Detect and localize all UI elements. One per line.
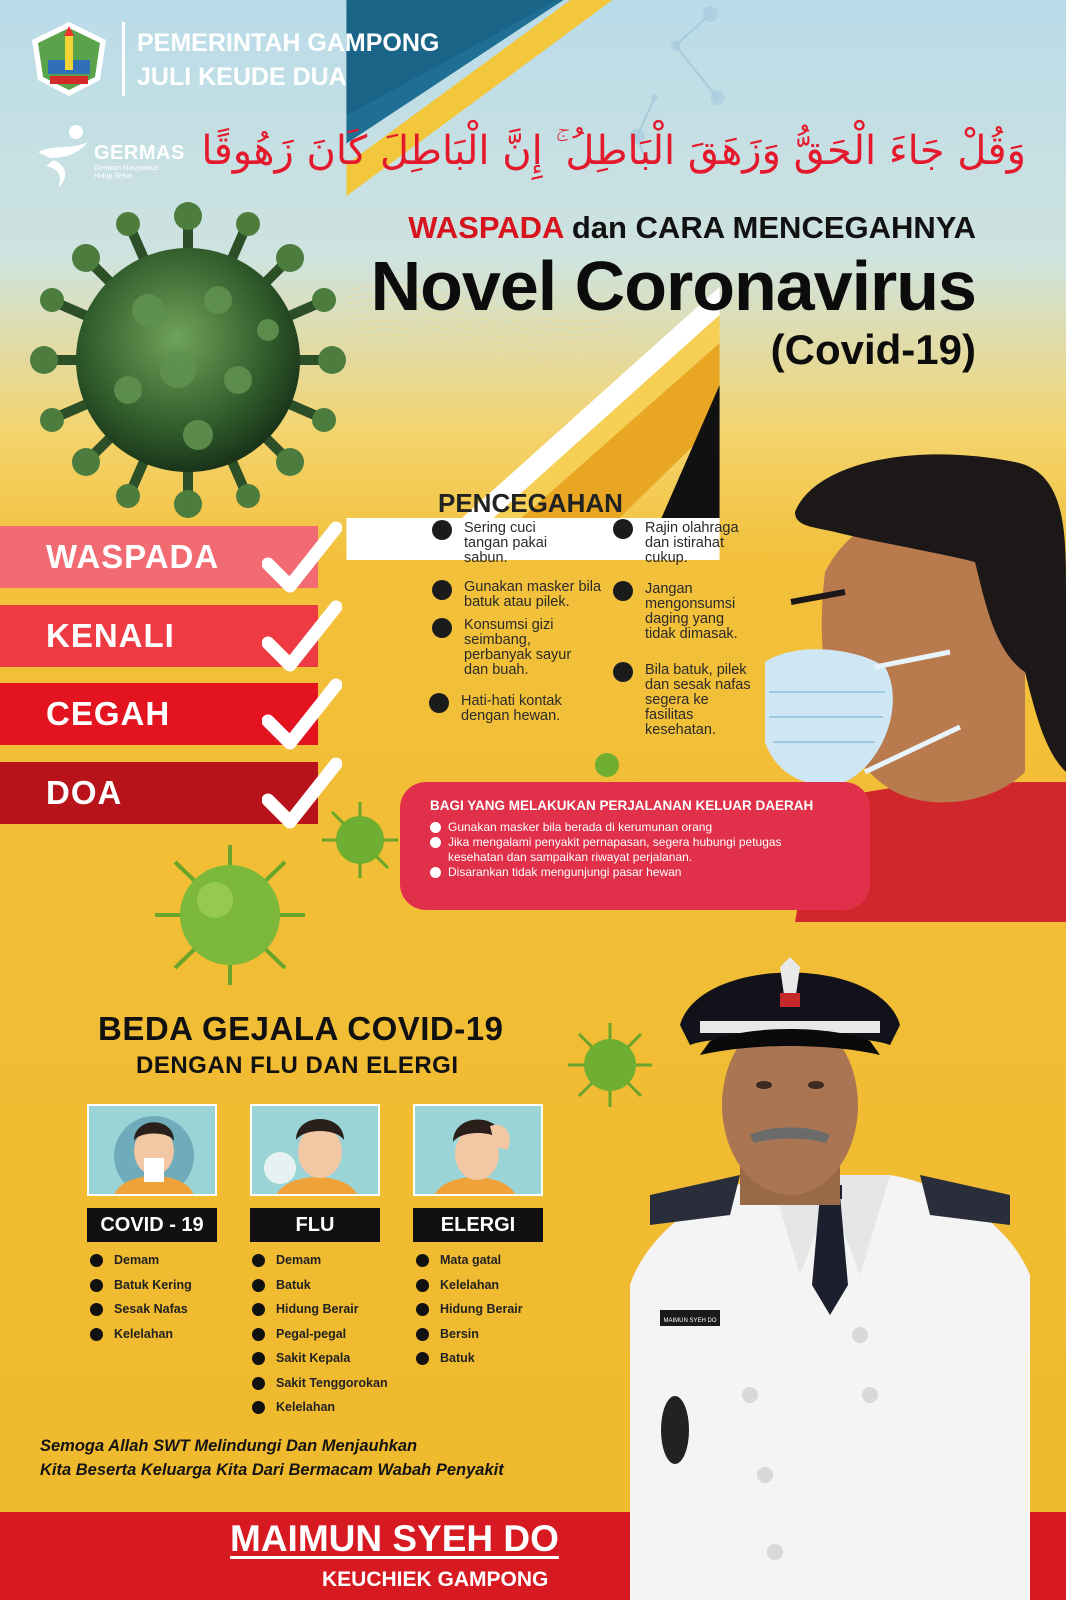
small-virus-icon	[145, 840, 315, 990]
virus-illustration	[28, 200, 348, 520]
flu-symptom-list	[252, 1248, 388, 1420]
symptoms-title: BEDA GEJALA COVID-19	[98, 1010, 504, 1047]
headline-rest: dan CARA MENCEGAHNYA	[563, 210, 976, 245]
header-title	[137, 26, 439, 94]
header-line-2: JULI KEUDE DUA	[137, 63, 347, 91]
bullet	[432, 520, 452, 540]
pencegahan-item: Sering cuci tangan pakai sabun.	[464, 520, 548, 566]
official-name: MAIMUN SYEH DO	[230, 1518, 559, 1559]
flu-illustration	[250, 1104, 380, 1196]
symptom-item: Kelelahan	[416, 1273, 523, 1298]
arabic-verse: وَقُلْ جَاءَ الْحَقُّ وَزَهَقَ الْبَاطِلُ ۚ إِنَّ الْبَاطِلَ كَانَ زَهُوقًا	[201, 128, 1026, 174]
headline-sub: (Covid-19)	[770, 326, 976, 373]
pencegahan-title: PENCEGAHAN	[438, 488, 623, 518]
small-virus-icon	[320, 800, 400, 880]
bullet	[613, 581, 633, 601]
header-line-1: PEMERINTAH GAMPONG	[137, 29, 440, 57]
official-role: KEUCHIEK GAMPONG	[322, 1568, 549, 1591]
symptom-item: Batuk Kering	[90, 1273, 192, 1298]
allergy-symptom-list	[416, 1248, 523, 1371]
allergy-column-header: ELERGI	[413, 1208, 543, 1242]
label-waspada: WASPADA	[0, 526, 318, 588]
symptom-item: Hidung Berair	[252, 1297, 388, 1322]
symptom-item: Demam	[90, 1248, 192, 1273]
prayer-text	[40, 1434, 504, 1482]
pencegahan-item: Konsumsi gizi seimbang, perbanyak sayur dan buah.	[464, 617, 572, 678]
travel-advisory	[400, 782, 870, 910]
germas-tagline-1: Gerakan Masyarakat	[94, 165, 159, 172]
official-portrait	[590, 955, 1066, 1600]
symptom-item: Kelelahan	[90, 1322, 192, 1347]
pencegahan-item: Bila batuk, pilek dan sesak nafas segera ke fasilitas kesehatan.	[645, 662, 751, 738]
covid-symptom-list	[90, 1248, 192, 1346]
symptom-item: Hidung Berair	[416, 1297, 523, 1322]
symptom-item: Sakit Tenggorokan	[252, 1371, 388, 1396]
header-divider	[122, 22, 125, 96]
symptom-item: Bersin	[416, 1322, 523, 1347]
prayer-line-1: Semoga Allah SWT Melindungi Dan Menjauhkan	[40, 1437, 418, 1455]
symptoms-subtitle: DENGAN FLU DAN ELERGI	[136, 1052, 459, 1079]
symptom-item: Mata gatal	[416, 1248, 523, 1273]
label-kenali: KENALI	[0, 605, 318, 667]
pencegahan-item: Rajin olahraga dan istirahat cukup.	[645, 520, 739, 566]
label-doa: DOA	[0, 762, 318, 824]
germas-brand: GERMAS	[94, 142, 185, 164]
allergy-illustration	[413, 1104, 543, 1196]
germas-tagline-2: Hidup Sehat	[94, 173, 133, 180]
covid-column-header: COVID - 19	[87, 1208, 217, 1242]
covid-sneeze-illustration	[87, 1104, 217, 1196]
symptom-item: Sesak Nafas	[90, 1297, 192, 1322]
symptom-item: Sakit Kepala	[252, 1346, 388, 1371]
symptom-item: Kelelahan	[252, 1395, 388, 1420]
symptom-item: Demam	[252, 1248, 388, 1273]
travel-item: Disarankan tidak mengunjungi pasar hewan	[430, 865, 850, 880]
portrait-lower	[630, 1512, 1030, 1600]
symptom-item: Pegal-pegal	[252, 1322, 388, 1347]
pencegahan-item: Hati-hati kontak dengan hewan.	[461, 693, 562, 724]
germas-logo-icon	[36, 122, 96, 190]
prayer-line-2: Kita Beserta Keluarga Kita Dari Bermacam Wabah Penyakit	[40, 1461, 504, 1479]
symptom-item: Batuk	[416, 1346, 523, 1371]
gampong-logo	[30, 20, 108, 98]
nametag-text: MAIMUN SYEH DO	[663, 1318, 717, 1324]
headline-subtitle	[408, 210, 976, 246]
travel-title: BAGI YANG MELAKUKAN PERJALANAN KELUAR DAERAH	[430, 798, 814, 813]
germas-text	[94, 142, 185, 181]
flu-column-header: FLU	[250, 1208, 380, 1242]
travel-item: Jika mengalami penyakit pernapasan, segera hubungi petugas kesehatan dan sampaikan riwayat perjalanan.	[430, 835, 810, 865]
bullet	[429, 693, 449, 713]
travel-item: Gunakan masker bila berada di kerumunan orang	[430, 820, 850, 835]
label-cegah: CEGAH	[0, 683, 318, 745]
symptom-item: Batuk	[252, 1273, 388, 1298]
small-virus-icon	[590, 748, 624, 782]
bullet	[613, 662, 633, 682]
check-icon	[262, 520, 342, 600]
check-icon	[262, 599, 342, 679]
headline-waspada: WASPADA	[408, 210, 564, 245]
check-icon	[262, 677, 342, 757]
pencegahan-item: Gunakan masker bila batuk atau pilek.	[464, 579, 602, 610]
pencegahan-item: Jangan mengonsumsi daging yang tidak dimasak.	[645, 581, 738, 642]
bullet	[432, 618, 452, 638]
bullet	[613, 519, 633, 539]
bullet	[432, 580, 452, 600]
headline-main: Novel Coronavirus	[370, 247, 976, 325]
